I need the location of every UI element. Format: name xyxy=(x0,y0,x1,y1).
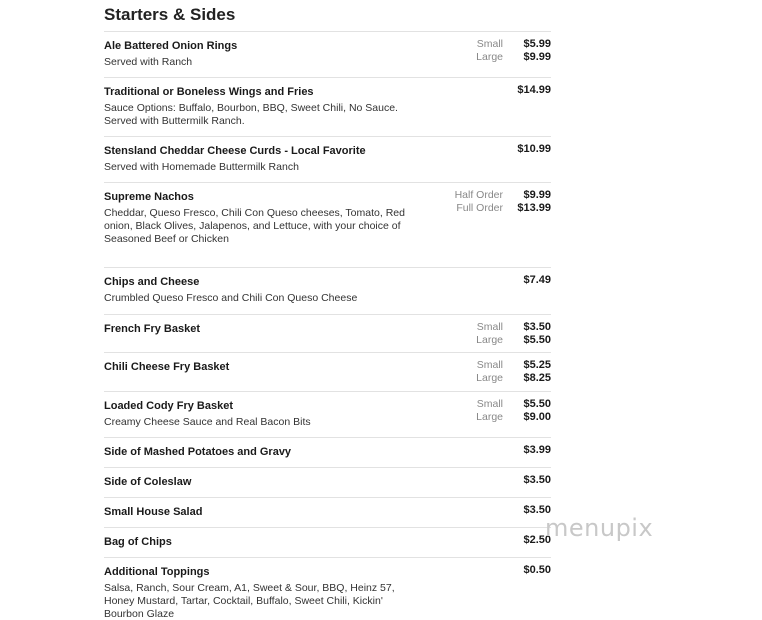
price-row xyxy=(391,334,551,347)
item-prices xyxy=(391,444,551,457)
price-size-label: Small xyxy=(476,398,503,410)
price-value: $3.50 xyxy=(523,474,551,486)
item-name: Bag of Chips xyxy=(104,536,172,548)
price-row xyxy=(391,359,551,372)
menu-item xyxy=(104,77,551,136)
item-prices xyxy=(391,359,551,385)
item-name: Stensland Cheddar Cheese Curds - Local Favorite xyxy=(104,145,366,157)
menu-item xyxy=(104,467,551,497)
item-prices xyxy=(391,321,551,347)
price-value: $3.99 xyxy=(523,444,551,456)
item-name: Small House Salad xyxy=(104,506,203,518)
price-size-label: Large xyxy=(476,334,503,346)
price-value: $7.49 xyxy=(523,274,551,286)
item-name: Side of Mashed Potatoes and Gravy xyxy=(104,446,292,458)
price-row xyxy=(391,51,551,64)
menu-item xyxy=(104,497,551,527)
menu-item xyxy=(104,352,551,391)
price-value: $8.25 xyxy=(523,372,551,384)
section-title: Starters & Sides xyxy=(104,5,236,24)
menu-item xyxy=(104,391,551,437)
menu-item xyxy=(104,267,551,314)
price-row xyxy=(391,398,551,411)
item-description: Sauce Options: Buffalo, Bourbon, BBQ, Sweet Chili, No Sauce. Served with Buttermilk Ranch. xyxy=(104,102,398,127)
item-prices xyxy=(391,38,551,64)
menu-item-list xyxy=(104,31,551,620)
price-size-label: Small xyxy=(476,321,503,333)
price-row xyxy=(391,504,551,517)
menu-item xyxy=(104,31,551,77)
price-size-label: Large xyxy=(476,411,503,423)
price-value: $13.99 xyxy=(517,202,551,214)
menu-item xyxy=(104,557,551,620)
menu-section xyxy=(104,0,551,620)
price-row xyxy=(391,372,551,385)
price-value: $10.99 xyxy=(517,143,551,155)
price-row xyxy=(391,143,551,156)
item-description: Creamy Cheese Sauce and Real Bacon Bits xyxy=(104,416,311,428)
price-row xyxy=(391,474,551,487)
price-size-label: Half Order xyxy=(454,189,503,201)
item-name: Supreme Nachos xyxy=(104,191,194,203)
price-row xyxy=(391,202,551,215)
item-name: Chips and Cheese xyxy=(104,276,200,288)
price-row xyxy=(391,564,551,577)
item-prices xyxy=(391,274,551,287)
menu-item xyxy=(104,437,551,467)
item-prices xyxy=(391,189,551,215)
price-row xyxy=(391,38,551,51)
price-row xyxy=(391,534,551,547)
price-value: $5.25 xyxy=(523,359,551,371)
price-row xyxy=(391,189,551,202)
price-row xyxy=(391,444,551,457)
price-value: $3.50 xyxy=(523,321,551,333)
item-description: Served with Ranch xyxy=(104,56,193,68)
item-name: Traditional or Boneless Wings and Fries xyxy=(104,86,314,98)
price-value: $3.50 xyxy=(523,504,551,516)
item-name: Additional Toppings xyxy=(104,566,210,578)
price-value: $14.99 xyxy=(517,84,551,96)
price-value: $5.50 xyxy=(523,398,551,410)
price-row xyxy=(391,274,551,287)
item-prices xyxy=(391,474,551,487)
menu-item xyxy=(104,527,551,557)
menu-item xyxy=(104,182,551,267)
item-prices xyxy=(391,504,551,517)
item-prices xyxy=(391,398,551,424)
price-value: $9.00 xyxy=(523,411,551,423)
item-description: Crumbled Queso Fresco and Chili Con Queso Cheese xyxy=(104,292,358,304)
price-value: $9.99 xyxy=(523,51,551,63)
price-row xyxy=(391,84,551,97)
price-size-label: Large xyxy=(476,372,503,384)
watermark-logo: menupix xyxy=(545,514,654,542)
item-prices xyxy=(391,143,551,156)
menu-item xyxy=(104,314,551,352)
price-row xyxy=(391,411,551,424)
price-value: $5.99 xyxy=(523,38,551,50)
price-size-label: Small xyxy=(476,359,503,371)
item-name: Loaded Cody Fry Basket xyxy=(104,400,233,412)
item-prices xyxy=(391,534,551,547)
item-name: Ale Battered Onion Rings xyxy=(104,40,238,52)
item-name: Chili Cheese Fry Basket xyxy=(104,361,230,373)
item-name: French Fry Basket xyxy=(104,323,200,335)
price-value: $0.50 xyxy=(523,564,551,576)
item-description: Salsa, Ranch, Sour Cream, A1, Sweet & Sour, BBQ, Heinz 57, Honey Mustard, Tartar, Cocktail, Buffalo, Sweet Chili, Kickin' Bourbon Glaze xyxy=(104,582,395,620)
menu-item xyxy=(104,136,551,182)
price-row xyxy=(391,321,551,334)
price-size-label: Full Order xyxy=(456,202,503,214)
price-value: $9.99 xyxy=(523,189,551,201)
item-description: Cheddar, Queso Fresco, Chili Con Queso cheeses, Tomato, Red onion, Black Olives, Jalapenos, and Lettuce, with your choice of Seasoned Beef or Chicken xyxy=(104,207,405,245)
item-prices xyxy=(391,564,551,577)
price-size-label: Large xyxy=(476,51,503,63)
item-description: Served with Homemade Buttermilk Ranch xyxy=(104,161,299,173)
price-value: $2.50 xyxy=(523,534,551,546)
price-size-label: Small xyxy=(476,38,503,50)
price-value: $5.50 xyxy=(523,334,551,346)
item-prices xyxy=(391,84,551,97)
item-name: Side of Coleslaw xyxy=(104,476,192,488)
